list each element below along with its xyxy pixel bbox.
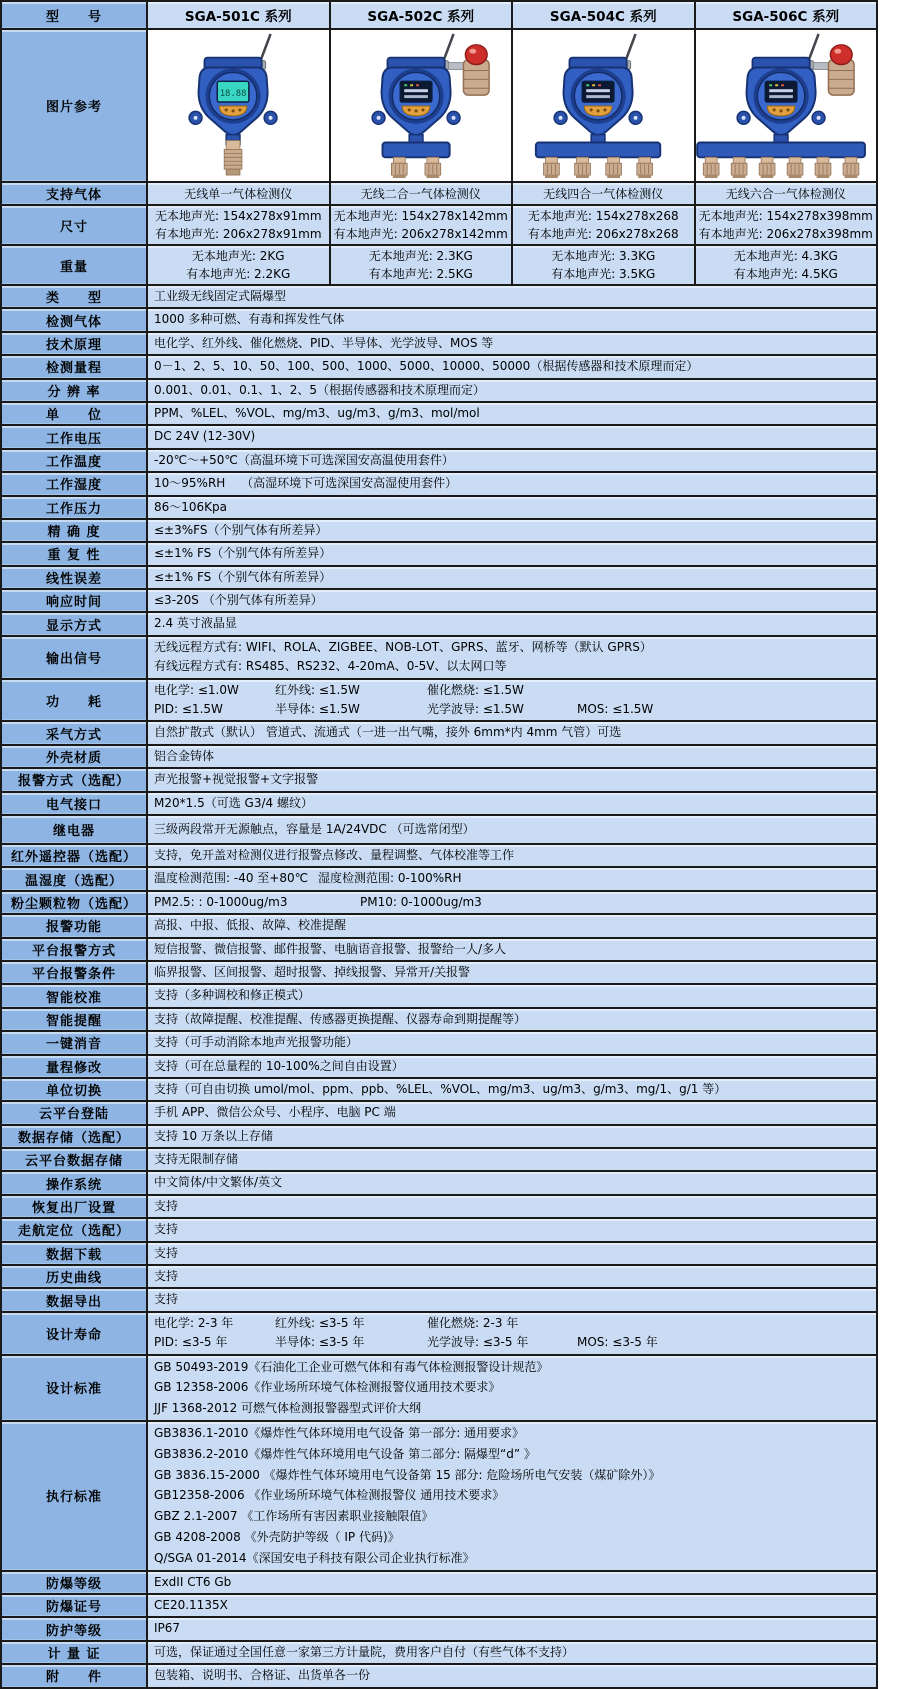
row-label: 云平台数据存储 <box>2 1149 148 1170</box>
row-label: 工作压力 <box>2 497 148 518</box>
column-value <box>148 206 329 244</box>
value-line: 支持（故障提醒、校准提醒、传感器更换提醒、仪器寿命到期提醒等） <box>154 1011 527 1026</box>
row-weight <box>2 246 876 286</box>
value-line <box>154 681 872 700</box>
row-label: 响应时间 <box>2 590 148 611</box>
value-line: 有本地声光: 3.5KG <box>551 267 656 281</box>
row-label: 防爆等级 <box>2 1572 148 1593</box>
value-segment: PID: ≤1.5W <box>154 702 223 717</box>
row-value <box>148 286 876 307</box>
row-value <box>148 1149 876 1170</box>
row-platform-alarm-mode <box>2 939 876 962</box>
column-value <box>148 246 329 284</box>
row-label: 重 复 性 <box>2 543 148 564</box>
value-line: 无本地声光: 154x278x91mm <box>154 209 322 223</box>
row-range-modify <box>2 1056 876 1079</box>
row-relay <box>2 816 876 845</box>
value-line: 10～95%RH （高湿环境下可选深国安高湿使用套件） <box>154 476 458 491</box>
row-label: 单 位 <box>2 403 148 424</box>
row-value <box>148 473 876 494</box>
row-value <box>148 1243 876 1264</box>
value-line: 无本地声光: 154x278x268 <box>527 209 679 223</box>
value-segment: MOS: ≤1.5W <box>577 702 654 717</box>
value-segment: PM2.5: : 0-1000ug/m3 <box>154 894 288 909</box>
value-line: 2.4 英寸液晶显 <box>154 616 237 631</box>
row-data-export <box>2 1289 876 1312</box>
row-label: 电气接口 <box>2 793 148 814</box>
value-segment: 半导体: ≤1.5W <box>275 702 360 717</box>
value-line: GB 50493-2019《石油化工企业可燃气体和有毒气体检测报警设计规范》 <box>154 1359 549 1374</box>
row-value <box>148 590 876 611</box>
row-label: 计 量 证 <box>2 1642 148 1663</box>
row-factory-reset <box>2 1196 876 1219</box>
value-line: 电化学、红外线、催化燃烧、PID、半导体、光学波导、MOS 等 <box>154 335 494 350</box>
row-platform-alarm-condition <box>2 962 876 985</box>
value-line: ≤±3%FS（个别气体有所差异） <box>154 522 328 537</box>
row-value <box>148 380 876 401</box>
row-smart-reminder <box>2 1009 876 1032</box>
row-history-curve <box>2 1266 876 1289</box>
row-value <box>148 1595 876 1616</box>
value-line: ExdII CT6 Gb <box>154 1574 232 1589</box>
row-voltage <box>2 426 876 449</box>
row-label: 线性误差 <box>2 567 148 588</box>
row-value <box>148 426 876 447</box>
value-line: 支持（可在总量程的 10-100%之间自由设置） <box>154 1058 404 1073</box>
row-label: 工作湿度 <box>2 473 148 494</box>
row-value <box>148 1079 876 1100</box>
column-value <box>329 246 512 284</box>
row-label: 执行标准 <box>2 1422 148 1570</box>
row-display <box>2 613 876 636</box>
row-label: 云平台登陆 <box>2 1102 148 1123</box>
value-line <box>154 1333 872 1352</box>
value-line: ≤±1% FS（个别气体有所差异） <box>154 546 332 561</box>
row-electrical-port <box>2 793 876 816</box>
row-label: 智能校准 <box>2 985 148 1006</box>
row-linearity <box>2 567 876 590</box>
row-label: 检测气体 <box>2 309 148 330</box>
value-segment: 红外线: ≤1.5W <box>275 682 360 697</box>
row-work-pressure <box>2 497 876 520</box>
row-label: 报警功能 <box>2 915 148 936</box>
row-value <box>148 915 876 936</box>
column-value <box>511 183 694 204</box>
row-accessories <box>2 1665 876 1686</box>
row-principle <box>2 333 876 356</box>
row-data-download <box>2 1243 876 1266</box>
value-line: 86～106Kpa <box>154 499 228 514</box>
value-segment: 半导体: ≤3-5 年 <box>275 1335 365 1350</box>
value-line: IP67 <box>154 1621 181 1636</box>
row-accuracy <box>2 520 876 543</box>
value-line: 可选，保证通过全国任意一家第三方计量院，费用客户自付（有些气体不支持） <box>154 1644 575 1659</box>
row-value <box>148 769 876 790</box>
row-label: 设计寿命 <box>2 1313 148 1354</box>
row-value <box>148 892 876 913</box>
column-value <box>511 206 694 244</box>
value-line: 0.001、0.01、0.1、1、2、5（根据传感器和技术原理而定） <box>154 382 486 397</box>
row-label: 防爆证号 <box>2 1595 148 1616</box>
column-value <box>329 206 512 244</box>
row-design-standard <box>2 1356 876 1422</box>
row-design-life <box>2 1313 876 1356</box>
value-line: 三级两段常开无源触点，容量是 1A/24VDC （可选常闭型） <box>154 821 475 836</box>
spec-rows <box>2 183 876 1687</box>
row-value <box>148 450 876 471</box>
value-line: 支持（可手动消除本地声光报警功能） <box>154 1035 359 1050</box>
row-label: 数据存储（选配） <box>2 1126 148 1147</box>
row-label: 类 型 <box>2 286 148 307</box>
device-image-cells <box>148 30 876 181</box>
value-line: 有本地声光: 206x278x91mm <box>154 227 322 241</box>
value-line: GBZ 2.1-2007 《工作场所有害因素职业接触限值》 <box>154 1509 434 1524</box>
row-label: 报警方式（选配） <box>2 769 148 790</box>
row-columns <box>148 206 876 244</box>
row-data-storage <box>2 1126 876 1149</box>
value-line: 有本地声光: 206x278x398mm <box>698 227 873 241</box>
wireless-6in1-gas-detector-image <box>696 30 876 180</box>
row-value <box>148 1289 876 1310</box>
row-value <box>148 497 876 518</box>
row-one-key-mute <box>2 1032 876 1055</box>
value-line: 无本地声光: 4.3KG <box>733 249 838 263</box>
row-sampling <box>2 722 876 745</box>
row-smart-calibration <box>2 985 876 1008</box>
value-line <box>154 1314 872 1333</box>
row-type <box>2 286 876 309</box>
row-cloud-login <box>2 1102 876 1125</box>
device-image-cell <box>694 30 877 181</box>
value-segment: 催化燃烧: ≤1.5W <box>427 682 524 697</box>
row-dimensions <box>2 206 876 246</box>
value-line: 支持（可自由切换 umol/mol、ppm、ppb、%LEL、%VOL、mg/m3、ug/m3、g/m3、mg/1、g/1 等） <box>154 1081 727 1096</box>
row-label: 重量 <box>2 246 148 284</box>
value-line: 手机 APP、微信公众号、小程序、电脑 PC 端 <box>154 1105 396 1120</box>
row-nav-position <box>2 1219 876 1242</box>
device-image-cell <box>511 30 694 181</box>
row-value <box>148 1572 876 1593</box>
value-line: 无本地声光: 2.3KG <box>368 249 473 263</box>
value-line: 支持 10 万条以上存储 <box>154 1128 273 1143</box>
value-line: 有本地声光: 2.5KG <box>368 267 473 281</box>
row-value <box>148 746 876 767</box>
row-value <box>148 816 876 843</box>
svg-text:18.88: 18.88 <box>219 89 247 100</box>
row-label: 一键消音 <box>2 1032 148 1053</box>
table-header-row <box>2 2 876 30</box>
value-line: 支持 <box>154 1269 179 1284</box>
row-label: 附 件 <box>2 1665 148 1686</box>
value-line: 无本地声光: 154x278x398mm <box>698 209 873 223</box>
value-line: 声光报警+视觉报警+文字报警 <box>154 772 319 787</box>
row-value <box>148 356 876 377</box>
row-label: 输出信号 <box>2 637 148 678</box>
value-segment: MOS: ≤3-5 年 <box>577 1335 658 1350</box>
column-value <box>694 246 877 284</box>
value-line: 支持 <box>154 1245 179 1260</box>
image-row <box>2 30 876 183</box>
value-line: 短信报警、微信报警、邮件报警、电脑语音报警、报警给一人/多人 <box>154 941 507 956</box>
value-line: -20℃～+50℃（高温环境下可选深国安高温使用套件） <box>154 452 454 467</box>
value-line: 自然扩散式（默认） 管道式、流通式（一进一出气嘴，接外 6mm*内 4mm 气管）可选 <box>154 725 622 740</box>
row-label: 支持气体 <box>2 183 148 204</box>
row-value <box>148 1196 876 1217</box>
row-cloud-data-storage <box>2 1149 876 1172</box>
row-value <box>148 845 876 866</box>
column-value <box>694 183 877 204</box>
device-image-cell <box>329 30 512 181</box>
row-label: 平台报警条件 <box>2 962 148 983</box>
value-line: 铝合金铸体 <box>154 748 215 763</box>
value-line: 临界报警、区间报警、超时报警、掉线报警、异常开/关报警 <box>154 964 471 979</box>
value-line: GB3836.2-2010《爆炸性气体环境用电气设备 第二部分: 隔爆型“d” 》 <box>154 1446 536 1461</box>
value-line: 支持 <box>154 1222 179 1237</box>
value-line: 中文简体/中文繁体/英文 <box>154 1175 283 1190</box>
row-value <box>148 722 876 743</box>
row-label: 数据下载 <box>2 1243 148 1264</box>
value-line: 有本地声光: 2.2KG <box>186 267 291 281</box>
model-header-cell: SGA-504C 系列 <box>511 2 694 28</box>
wireless-4in1-gas-detector-image <box>513 30 693 180</box>
row-label: 操作系统 <box>2 1172 148 1193</box>
row-value <box>148 1219 876 1240</box>
value-segment: 湿度检测范围: 0-100%RH <box>318 871 462 886</box>
row-work-temp <box>2 450 876 473</box>
value-segment: 电化学: 2-3 年 <box>154 1315 234 1330</box>
row-range <box>2 356 876 379</box>
row-os <box>2 1172 876 1195</box>
value-line: 工业级无线固定式隔爆型 <box>154 289 287 303</box>
row-housing <box>2 746 876 769</box>
row-label: 外壳材质 <box>2 746 148 767</box>
row-value <box>148 567 876 588</box>
value-line <box>154 700 872 719</box>
image-row-label: 图片参考 <box>2 30 148 181</box>
row-dust-particles <box>2 892 876 915</box>
row-label: 数据导出 <box>2 1289 148 1310</box>
row-explosion-class <box>2 1572 876 1595</box>
value-segment: 光学波导: ≤1.5W <box>427 702 524 717</box>
row-value <box>148 680 876 721</box>
row-unit-switch <box>2 1079 876 1102</box>
row-label: 显示方式 <box>2 613 148 634</box>
value-line: 无本地声光: 154x278x142mm <box>333 209 508 223</box>
row-value <box>148 637 876 678</box>
value-line: 无线单一气体检测仪 <box>184 186 293 201</box>
row-unit <box>2 403 876 426</box>
row-temp-humidity <box>2 868 876 891</box>
column-value <box>511 246 694 284</box>
value-line: 支持无限制存储 <box>154 1152 239 1167</box>
row-columns <box>148 246 876 284</box>
row-label: 智能提醒 <box>2 1009 148 1030</box>
row-label: 继电器 <box>2 816 148 843</box>
model-header-cells <box>148 2 876 28</box>
row-value <box>148 309 876 330</box>
row-support-gas <box>2 183 876 206</box>
row-value <box>148 1356 876 1420</box>
value-line: 高报、中报、低报、故障、校准提醒 <box>154 918 347 933</box>
row-label: 历史曲线 <box>2 1266 148 1287</box>
row-label: 量程修改 <box>2 1056 148 1077</box>
row-label: 工作电压 <box>2 426 148 447</box>
wireless-single-gas-detector-image <box>148 30 328 180</box>
value-line: GB 3836.15-2000 《爆炸性气体环境用电气设备第 15 部分: 危险场所电气安装（煤矿除外）》 <box>154 1467 661 1482</box>
row-label: 设计标准 <box>2 1356 148 1420</box>
row-label: 技术原理 <box>2 333 148 354</box>
row-ir-remote <box>2 845 876 868</box>
value-line: 有线远程方式有: RS485、RS232、4-20mA、0-5V、以太网口等 <box>154 659 507 674</box>
row-label: 走航定位（选配） <box>2 1219 148 1240</box>
value-line: 支持，免开盖对检测仪进行报警点修改、量程调整、气体校准等工作 <box>154 847 515 862</box>
row-columns <box>148 183 876 204</box>
value-line: 无线二合一气体检测仪 <box>360 186 481 201</box>
row-label: 精 确 度 <box>2 520 148 541</box>
row-label: 红外遥控器（选配） <box>2 845 148 866</box>
row-label: 工作温度 <box>2 450 148 471</box>
value-segment: PM10: 0-1000ug/m3 <box>360 894 482 909</box>
row-value <box>148 1172 876 1193</box>
value-line: JJF 1368-2012 可燃气体检测报警器型式评价大纲 <box>154 1401 422 1416</box>
value-line: ≤±1% FS（个别气体有所差异） <box>154 569 332 584</box>
value-line: 无线远程方式有: WIFI、ROLA、ZIGBEE、NOB-LOT、GPRS、蓝牙、网桥等（默认 GPRS） <box>154 639 652 654</box>
value-line: 有本地声光: 206x278x268 <box>527 227 679 241</box>
column-value <box>694 206 877 244</box>
row-value <box>148 1618 876 1639</box>
row-value <box>148 1642 876 1663</box>
row-label: 粉尘颗粒物（选配） <box>2 892 148 913</box>
value-line: 无本地声光: 2KG <box>191 249 285 263</box>
value-line: Q/SGA 01-2014《深国安电子科技有限公司企业执行标准》 <box>154 1550 475 1565</box>
value-line: 支持（多种调校和修正模式） <box>154 988 311 1003</box>
model-header-cell: SGA-506C 系列 <box>694 2 877 28</box>
value-line: GB12358-2006 《作业场所环境气体检测报警仪 通用技术要求》 <box>154 1488 505 1503</box>
row-output-signal <box>2 637 876 680</box>
column-value <box>148 183 329 204</box>
value-line: ≤3-20S （个别气体有所差异） <box>154 593 323 608</box>
value-line: DC 24V (12-30V) <box>154 429 256 444</box>
row-value <box>148 520 876 541</box>
row-label: 采气方式 <box>2 722 148 743</box>
row-label: 尺寸 <box>2 206 148 244</box>
row-metering-cert <box>2 1642 876 1665</box>
value-line <box>154 869 872 888</box>
row-value <box>148 613 876 634</box>
row-value <box>148 793 876 814</box>
row-value <box>148 1009 876 1030</box>
row-label: 单位切换 <box>2 1079 148 1100</box>
row-alarm-mode <box>2 769 876 792</box>
value-line: GB 12358-2006《作业场所环境气体检测报警仪通用技术要求》 <box>154 1380 501 1395</box>
wireless-2in1-gas-detector-image <box>331 30 511 180</box>
row-protection-class <box>2 1618 876 1641</box>
value-segment: 红外线: ≤3-5 年 <box>275 1315 365 1330</box>
row-label: 功 耗 <box>2 680 148 721</box>
row-value <box>148 1313 876 1354</box>
row-explosion-cert <box>2 1595 876 1618</box>
value-line: 有本地声光: 206x278x142mm <box>333 227 508 241</box>
value-line: 支持 <box>154 1292 179 1307</box>
row-value <box>148 939 876 960</box>
model-header-cell: SGA-502C 系列 <box>329 2 512 28</box>
value-segment: PID: ≤3-5 年 <box>154 1335 228 1350</box>
value-segment: 温度检测范围: -40 至+80℃ <box>154 871 309 886</box>
row-exec-standard <box>2 1422 876 1572</box>
value-line: PPM、%LEL、%VOL、mg/m3、ug/m3、g/m3、mol/mol <box>154 405 480 420</box>
value-line: 无线六合一气体检测仪 <box>725 186 846 201</box>
value-line <box>154 893 872 912</box>
value-line: 支持 <box>154 1198 179 1213</box>
row-detect-gas <box>2 309 876 332</box>
row-value <box>148 962 876 983</box>
value-line: 无本地声光: 3.3KG <box>551 249 656 263</box>
row-work-humidity <box>2 473 876 496</box>
row-value <box>148 868 876 889</box>
value-line: 1000 多种可燃、有毒和挥发性气体 <box>154 312 345 327</box>
row-value <box>148 1032 876 1053</box>
row-power-consumption <box>2 680 876 723</box>
model-row-label: 型 号 <box>2 2 148 28</box>
row-label: 检测量程 <box>2 356 148 377</box>
value-line: GB3836.1-2010《爆炸性气体环境用电气设备 第一部分: 通用要求》 <box>154 1425 525 1440</box>
model-header-cell: SGA-501C 系列 <box>148 2 329 28</box>
value-segment: 光学波导: ≤3-5 年 <box>427 1335 529 1350</box>
row-label: 平台报警方式 <box>2 939 148 960</box>
row-value <box>148 1266 876 1287</box>
value-line: CE20.1135X <box>154 1597 228 1612</box>
row-value <box>148 985 876 1006</box>
value-segment: 电化学: ≤1.0W <box>154 682 239 697</box>
value-segment: 催化燃烧: 2-3 年 <box>427 1315 519 1330</box>
device-image-cell <box>148 30 329 181</box>
row-value <box>148 543 876 564</box>
value-line: 有本地声光: 4.5KG <box>733 267 838 281</box>
row-value <box>148 1102 876 1123</box>
row-value <box>148 403 876 424</box>
row-resolution <box>2 380 876 403</box>
row-repeatability <box>2 543 876 566</box>
row-value <box>148 333 876 354</box>
row-label: 温湿度（选配） <box>2 868 148 889</box>
row-label: 分 辨 率 <box>2 380 148 401</box>
value-line: GB 4208-2008 《外壳防护等级（ IP 代码)》 <box>154 1529 400 1544</box>
row-value <box>148 1665 876 1686</box>
value-line: 包装箱、说明书、合格证、出货单各一份 <box>154 1668 371 1683</box>
row-value <box>148 1056 876 1077</box>
value-line: 无线四合一气体检测仪 <box>543 186 664 201</box>
row-label: 防护等级 <box>2 1618 148 1639</box>
row-value <box>148 1422 876 1570</box>
value-line: 0－1、2、5、10、50、100、500、1000、5000、10000、50000（根据传感器和技术原理而定） <box>154 359 699 374</box>
value-line: M20*1.5（可选 G3/4 螺纹） <box>154 795 313 810</box>
row-value <box>148 1126 876 1147</box>
column-value <box>329 183 512 204</box>
row-response-time <box>2 590 876 613</box>
row-label: 恢复出厂设置 <box>2 1196 148 1217</box>
row-alarm-function <box>2 915 876 938</box>
